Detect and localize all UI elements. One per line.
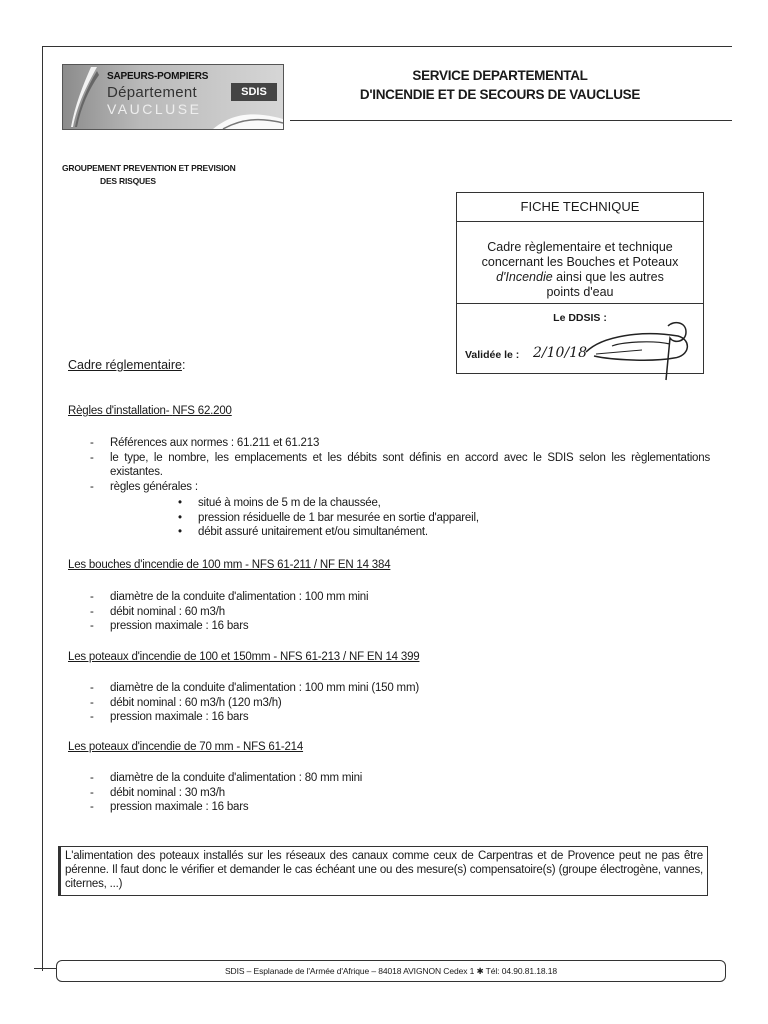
list-item: - diamètre de la conduite d'alimentation : 100 mm mini (90, 590, 368, 605)
organization-title (300, 66, 700, 104)
list-item: - débit nominal : 30 m3/h (90, 786, 362, 801)
list-item: - Références aux normes : 61.211 et 61.213 (90, 436, 710, 451)
logo-line-2: Département (107, 84, 198, 101)
list-item: • débit assuré unitairement et/ou simultanément. (176, 525, 479, 540)
list-item: - pression maximale : 16 bars (90, 800, 362, 815)
fiche-desc-line-4: points d'eau (546, 285, 614, 299)
title-underline (290, 120, 732, 121)
poteaux-70-list (90, 771, 362, 815)
validee-label: Validée le : (465, 349, 520, 361)
section-title (68, 358, 185, 372)
fiche-desc-line-3 (496, 270, 664, 284)
sdis-logo (62, 64, 284, 130)
bouches-100-list (90, 590, 368, 634)
installation-rules-label: Règles d'installation- (68, 405, 170, 417)
list-item: - diamètre de la conduite d'alimentation : 80 mm mini (90, 771, 362, 786)
poteaux-100-150-list (90, 681, 419, 725)
ddsis-label: Le DDSIS : (553, 312, 607, 324)
list-item: - diamètre de la conduite d'alimentation : 100 mm mini (150 mm) (90, 681, 419, 696)
fiche-desc-italic: d'Incendie (496, 270, 553, 284)
frame-top-rule (42, 46, 732, 47)
list-item: - pression maximale : 16 bars (90, 710, 419, 725)
organization-title-line-1: SERVICE DEPARTEMENTAL (412, 68, 588, 83)
fiche-title: FICHE TECHNIQUE (457, 193, 703, 222)
list-item: - débit nominal : 60 m3/h (120 m3/h) (90, 696, 419, 711)
footer-address: SDIS – Esplanade de l'Armée d'Afrique – 84018 AVIGNON Cedex 1 ✱ Tél: 04.90.81.18.18 (56, 960, 726, 982)
list-item: • situé à moins de 5 m de la chaussée, (176, 496, 479, 511)
hill-icon (213, 105, 283, 129)
fiche-desc-line-1: Cadre règlementaire et technique (487, 240, 673, 254)
list-item: - règles générales : (90, 480, 710, 495)
logo-badge: SDIS (231, 83, 277, 101)
canal-supply-notice: L'alimentation des poteaux installés sur les réseaux des canaux comme ceux de Carpentras et de Provence peut ne pas être pérenne. Il faut donc le vérifier et demander le cas échéant une ou des mesure(s) compensatoire(s) (groupe électrogène, vannes, citernes, ...) (58, 846, 708, 896)
groupement-line-2: DES RISQUES (100, 176, 156, 186)
groupement-label (62, 162, 282, 188)
validee-date: 2/10/18 (533, 345, 587, 361)
list-item: - débit nominal : 60 m3/h (90, 605, 368, 620)
flame-swoosh-icon (69, 65, 99, 129)
bouches-100-heading: Les bouches d'incendie de 100 mm - NFS 61-211 / NF EN 14 384 (68, 559, 391, 571)
frame-left-rule (42, 46, 43, 971)
fiche-desc-line-3-rest: ainsi que les autres (552, 270, 664, 284)
logo-line-3: VAUCLUSE (107, 101, 202, 117)
section-title-suffix: : (181, 358, 186, 372)
poteaux-70-heading: Les poteaux d'incendie de 70 mm - NFS 61-214 (68, 741, 304, 753)
installation-rules-norm: NFS 62.200 (172, 405, 232, 417)
general-rules-list (176, 496, 479, 540)
installation-rules-heading (68, 405, 232, 417)
section-title-text: Cadre réglementaire (68, 358, 182, 372)
fiche-desc-line-2: concernant les Bouches et Poteaux (481, 255, 679, 269)
poteaux-100-150-heading: Les poteaux d'incendie de 100 et 150mm - NFS 61-213 / NF EN 14 399 (68, 651, 420, 663)
groupement-line-1: GROUPEMENT PREVENTION ET PREVISION (62, 163, 236, 173)
footer-connector-rule (34, 968, 56, 969)
list-item: - le type, le nombre, les emplacements et les débits sont définis en accord avec le SDIS selon les règlementations existantes. (90, 451, 710, 480)
list-item: • pression résiduelle de 1 bar mesurée en sortie d'appareil, (176, 511, 479, 526)
fiche-description (457, 222, 703, 304)
list-item: - pression maximale : 16 bars (90, 619, 368, 634)
installation-rules-list (90, 436, 710, 494)
organization-title-line-2: D'INCENDIE ET DE SECOURS DE VAUCLUSE (359, 87, 641, 102)
signature-icon (582, 316, 694, 382)
logo-line-1: SAPEURS-POMPIERS (107, 71, 209, 82)
